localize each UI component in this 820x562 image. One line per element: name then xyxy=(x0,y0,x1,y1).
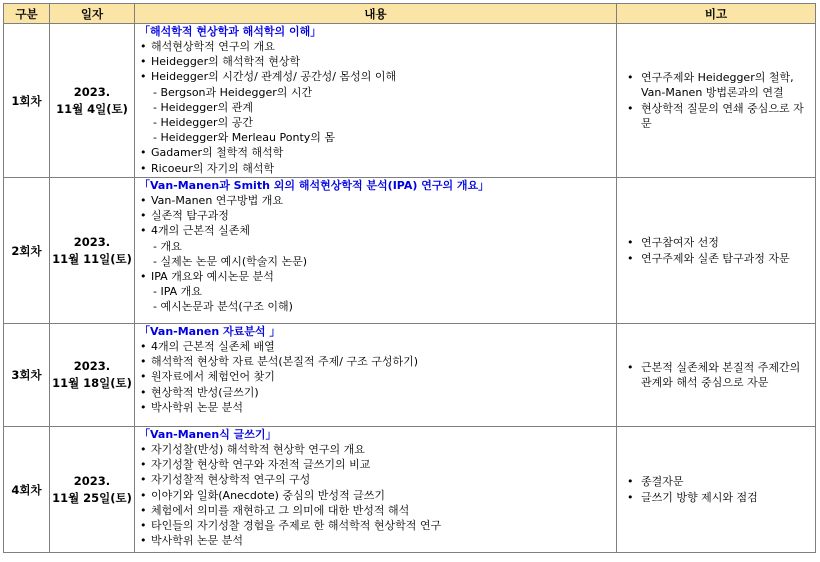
session-content xyxy=(135,427,617,553)
date-day: 11월 18일(토) xyxy=(52,376,132,390)
sub-item: - 실제논 논문 예시(학술지 논문) xyxy=(153,254,308,268)
session-number: 4회차 xyxy=(4,427,50,553)
list-item: • Ricoeur의 자기의 해석학 xyxy=(139,161,612,176)
note-item: • 종결자문 xyxy=(621,474,811,489)
list-item: • Gadamer의 철학적 해석학 xyxy=(139,145,612,160)
note-item: • 연구주제와 Heidegger의 철학, Van-Manen 방법론과의 연결 xyxy=(621,70,811,100)
list-item: • 해석현상학적 연구의 개요 xyxy=(139,39,612,54)
session-note xyxy=(617,24,816,178)
list-item: • 체험에서 의미를 재현하고 그 의미에 대한 반성적 해석 xyxy=(139,503,612,518)
session-note xyxy=(617,324,816,427)
list-item: • IPA 개요와 예시논문 분석 xyxy=(139,269,612,284)
list-item: • 4개의 근본적 실존체 배열 xyxy=(139,339,612,354)
sub-item: - Heidegger와 Merleau Ponty의 몸 xyxy=(153,131,336,145)
session-content xyxy=(135,178,617,324)
section-title: 「Van-Manen 자료분석 」 xyxy=(139,325,281,338)
note-list xyxy=(621,360,811,390)
header-date: 일자 xyxy=(50,4,135,24)
sub-item: - Heidegger의 공간 xyxy=(153,116,253,130)
session-number: 1회차 xyxy=(4,24,50,178)
header-gubun: 구분 xyxy=(4,4,50,24)
list-item: • Van-Manen 연구방법 개요 xyxy=(139,193,612,208)
sub-item: - IPA 개요 xyxy=(153,285,202,299)
table-row xyxy=(4,178,816,324)
list-item: • 자기성찰(반성) 해석학적 현상학 연구의 개요 xyxy=(139,442,612,457)
date-year: 2023. xyxy=(73,234,111,249)
schedule-table xyxy=(3,3,816,553)
session-date xyxy=(50,178,135,324)
section-title: 「Van-Manen식 글쓰기」 xyxy=(139,428,277,441)
sub-item: - Bergson과 Heidegger의 시간 xyxy=(153,85,313,99)
list-item: • 박사학위 논문 분석 xyxy=(139,400,612,415)
section-title: 「Van-Manen과 Smith 외의 해석현상학적 분석(IPA) 연구의 개요」 xyxy=(139,179,490,192)
list-item: • 타인들의 자기성찰 경험을 주제로 한 해석학적 현상학적 연구 xyxy=(139,518,612,533)
session-content xyxy=(135,324,617,427)
session-note xyxy=(617,427,816,553)
date-year: 2023. xyxy=(73,84,111,99)
date-day: 11월 25일(토) xyxy=(52,490,132,505)
note-item: • 글쓰기 방향 제시와 점검 xyxy=(621,490,811,505)
content-list xyxy=(139,442,612,548)
session-date xyxy=(50,427,135,553)
date-year: 2023. xyxy=(73,359,111,373)
content-list xyxy=(139,339,612,415)
list-item: • 원자료에서 체험언어 찾기 xyxy=(139,369,612,384)
list-item: • 4개의 근본적 실존체 xyxy=(139,223,612,238)
list-item: • 자기성찰적 현상학적 연구의 구성 xyxy=(139,472,612,487)
session-note xyxy=(617,178,816,324)
session-date xyxy=(50,324,135,427)
note-list xyxy=(621,474,811,504)
note-item: • 연구주제와 실존 탐구과정 자문 xyxy=(621,251,811,266)
sub-item: - 예시논문과 분석(구조 이해) xyxy=(153,300,293,314)
note-list xyxy=(621,70,811,131)
table-row xyxy=(4,24,816,178)
header-content: 내용 xyxy=(135,4,617,24)
date-year: 2023. xyxy=(73,473,111,488)
section-title: 「해석학적 현상학과 해석학의 이해」 xyxy=(139,25,322,38)
session-date xyxy=(50,24,135,178)
session-number: 3회차 xyxy=(4,324,50,427)
sub-item: - Heidegger의 관계 xyxy=(153,100,253,114)
session-number: 2회차 xyxy=(4,178,50,324)
header-row xyxy=(4,4,816,24)
list-item: • 이야기와 일화(Anecdote) 중심의 반성적 글쓰기 xyxy=(139,488,612,503)
list-item: • Heidegger의 해석학적 현상학 xyxy=(139,54,612,69)
note-item: • 근본적 실존체와 본질적 주제간의 관계와 해석 중심으로 자문 xyxy=(621,360,811,390)
session-content xyxy=(135,24,617,178)
date-day: 11월 11일(토) xyxy=(52,251,132,266)
note-item: • 현상학적 질문의 연쇄 중심으로 자문 xyxy=(621,101,811,131)
list-item: • 박사학위 논문 분석 xyxy=(139,533,612,548)
table-row xyxy=(4,324,816,427)
list-item: • 실존적 탐구과정 xyxy=(139,208,612,223)
date-day: 11월 4일(토) xyxy=(56,101,128,116)
note-list xyxy=(621,235,811,265)
list-item: • 현상학적 반성(글쓰기) xyxy=(139,385,612,400)
header-note: 비고 xyxy=(617,4,816,24)
table-row xyxy=(4,427,816,553)
content-list xyxy=(139,39,612,176)
list-item: • Heidegger의 시간성/ 관계성/ 공간성/ 몸성의 이해 xyxy=(139,69,612,84)
list-item: • 해석학적 현상학 자료 분석(본질적 주제/ 구조 구성하기) xyxy=(139,354,612,369)
sub-item: - 개요 xyxy=(153,239,182,253)
list-item: • 자기성찰 현상학 연구와 자전적 글쓰기의 비교 xyxy=(139,457,612,472)
note-item: • 연구참여자 선정 xyxy=(621,235,811,250)
content-list xyxy=(139,193,612,315)
